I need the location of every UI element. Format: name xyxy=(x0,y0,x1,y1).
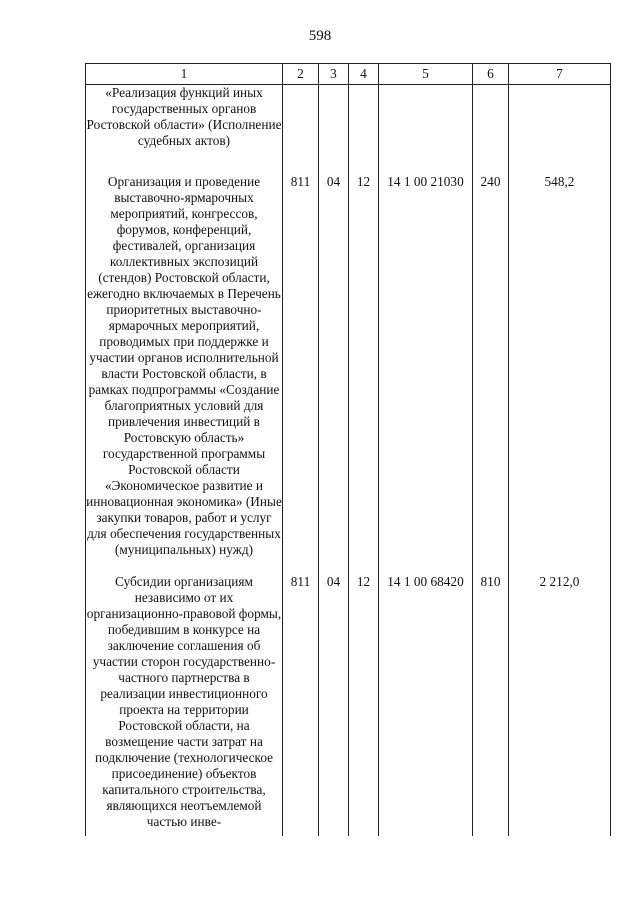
cell-amount: 2 212,0 xyxy=(509,574,611,836)
header-row xyxy=(86,64,611,85)
column-header-4: 4 xyxy=(349,64,379,85)
row-description: «Реализация функций иных государственных органов Ростовской области» (Исполнение судебных актов) xyxy=(86,85,283,175)
budget-table xyxy=(85,63,611,836)
cell-expense-type: 240 xyxy=(473,174,509,574)
column-header-6: 6 xyxy=(473,64,509,85)
cell-subsection-code xyxy=(349,85,379,175)
cell-target-article: 14 1 00 68420 xyxy=(379,574,473,836)
cell-amount xyxy=(509,85,611,175)
page-number: 598 xyxy=(308,28,332,44)
cell-subsection-code: 12 xyxy=(349,174,379,574)
cell-target-article: 14 1 00 21030 xyxy=(379,174,473,574)
cell-subsection-code: 12 xyxy=(349,574,379,836)
column-header-2: 2 xyxy=(283,64,319,85)
cell-ministry-code xyxy=(283,85,319,175)
cell-expense-type: 810 xyxy=(473,574,509,836)
column-header-7: 7 xyxy=(509,64,611,85)
cell-section-code: 04 xyxy=(319,174,349,574)
cell-target-article xyxy=(379,85,473,175)
column-header-1: 1 xyxy=(86,64,283,85)
row-description: Субсидии организациям независимо от их организационно-правовой формы, победившим в конкурсе на заключение соглашения об участии сторон государственно-частного партнерства в реализации инвестиционного проекта на территории Ростовской области, на возмещение части затрат на подключение (технологическое присоединение) объектов капитального строительства, являющихся неотъемлемой частью инве- xyxy=(86,574,283,836)
cell-section-code xyxy=(319,85,349,175)
column-header-3: 3 xyxy=(319,64,349,85)
table-row xyxy=(86,85,611,175)
table-row xyxy=(86,574,611,836)
cell-ministry-code: 811 xyxy=(283,174,319,574)
cell-amount: 548,2 xyxy=(509,174,611,574)
table-row xyxy=(86,174,611,574)
row-description: Организация и проведение выставочно-ярмарочных мероприятий, конгрессов, форумов, конференций, фестивалей, организация коллективных экспозиций (стендов) Ростовской области, ежегодно включаемых в Перечень приоритетных выставочно-ярмарочных мероприятий, проводимых при поддержке и участии органов исполнительной власти Ростовской области, в рамках подпрограммы «Создание благоприятных условий для привлечения инвестиций в Ростовскую область» государственной программы Ростовской области «Экономическое развитие и инновационная экономика» (Иные закупки товаров, работ и услуг для обеспечения государственных (муниципальных) нужд) xyxy=(86,174,283,574)
column-header-5: 5 xyxy=(379,64,473,85)
cell-expense-type xyxy=(473,85,509,175)
cell-section-code: 04 xyxy=(319,574,349,836)
cell-ministry-code: 811 xyxy=(283,574,319,836)
